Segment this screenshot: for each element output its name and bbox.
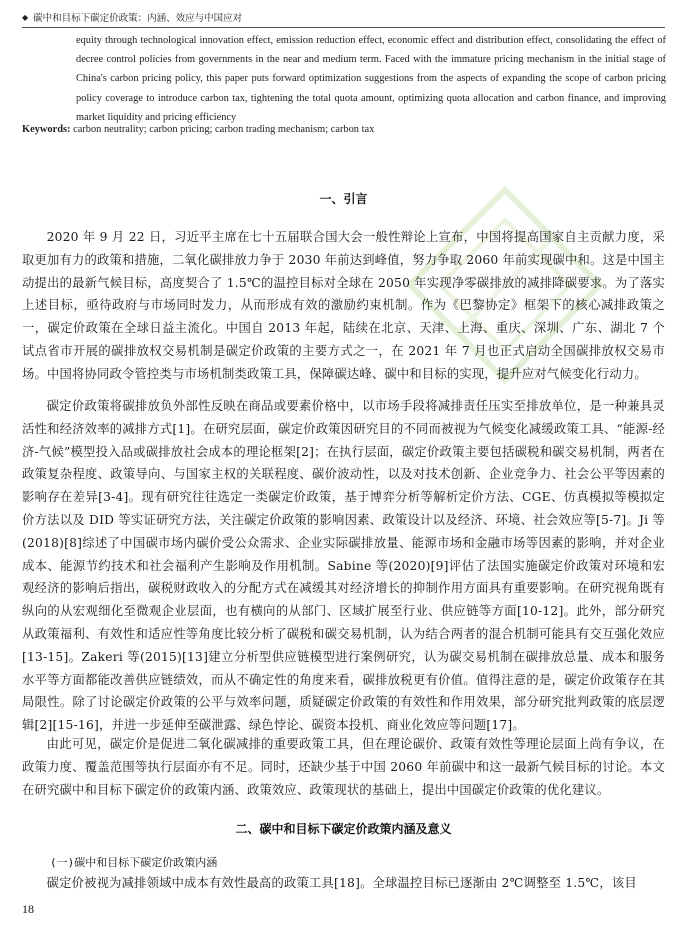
intro-paragraph-2: 碳定价政策将碳排放负外部性反映在商品或要素价格中，以市场手段将减排责任压实至排放单位，是一种兼具灵活性和经济效率的减排方式[1]。在研究层面，碳定价政策因研究目的不同而被视为气候变化减缓政策工具、“能源-经济-气候”模型投入品或碳排放社会成本的理论框架[2]；在执行层面，碳定价政策主要包括碳税和碳交易机制，两者在政策复杂程度、政策导向、与国家主权的关联程度、碳价波动性，以及对技术创新、企业竞争力、社会公平等因素的影响存在差异[3-4]。现有研究往往选定一类碳定价政策，基于博弈分析等解析定价方法、CGE、仿真模拟等模拟定价方法以及 DID 等实证研究方法，关注碳定价政策的影响因素、政策设计以及经济、环境、社会效应等[5-7]。Ji 等(2018)[8]综述了中国碳市场内碳价受公众需求、企业实际碳排放量、能源市场和金融市场等因素的影响，并对企业成本、能源节约技术和社会福利产生影响及作用机制。Sabine 等(2020)[9]评估了法国实施碳定价政策对环境和宏观经济的影响后指出，碳税财政收入的分配方式在减缓其对经济增长的抑制作用方面具有重要影响。在研究视角既有纵向的从宏观细化至微观企业层面，也有横向的从部门、区域扩展至行业、供应链等方面[10-12]。此外，部分研究从政策福利、有效性和适应性等角度比较分析了碳税和碳交易机制，认为结合两者的混合机制可能具有交互强化效应[13-15]。Zakeri 等(2015)[13]建立分析型供应链模型进行案例研究，认为碳交易机制在碳排放总量、成本和服务水平等方面都能改善供应链绩效，而从不确定性的角度来看，碳排放税更有价值。值得注意的是，碳定价政策存在其局限性。除了讨论碳定价政策的公平与效率问题，质疑碳定价政策的有效性和作用效果，部分研究批判政策的底层逻辑[2][15-16]，并进一步延伸至碳泄露、绿色悖论、碳资本投机、商业化效应等问题[17]。 [22, 399, 665, 733]
running-header [22, 10, 665, 24]
intro-paragraph-3: 由此可见，碳定价是促进二氧化碳减排的重要政策工具，但在理论碳价、政策有效性等理论层面上尚有争议，在政策力度、覆盖范围等执行层面亦有不足。同时，还缺少基于中国 2060 年前碳中和这一最新气候目标的讨论。本文在研究碳中和目标下碳定价的政策内涵、政策效应、政策现状的基础上，提出中国碳定价政策的优化建议。 [22, 737, 665, 797]
keywords-label: Keywords: [22, 124, 71, 135]
subsection-title: (一)碳中和目标下碳定价政策内涵 [50, 856, 218, 869]
running-title: 碳中和目标下碳定价政策：内涵、效应与中国应对 [33, 13, 243, 24]
page-number: 18 [22, 902, 34, 916]
keywords-line [22, 124, 662, 135]
keywords-text: carbon neutrality; carbon pricing; carbon trading mechanism; carbon tax [70, 124, 375, 135]
intro-paragraph-1: 2020 年 9 月 22 日，习近平主席在七十五届联合国大会一般性辩论上宣布，中国将提高国家自主贡献力度，采取更加有力的政策和措施，二氧化碳排放力争于 2030 年前达到峰值，努力争取 2060 年前实现碳中和。这是中国主动提出的最新气候目标，高度契合了 1.5℃的温控目标对全球在 2050 年实现净零碳排放的减排降碳要求。为了落实上述目标，亟待政府与市场同时发力，从而形成有效的激励约束机制。作为《巴黎协定》框架下的核心减排政策之一，碳定价政策在全球日益主流化。中国自 2013 年起，陆续在北京、天津、上海、重庆、深圳、广东、湖北 7 个试点省市开展的碳排放权交易机制是碳定价政策的主要方式之一，在 2021 年 7 月也正式启动全国碳排放权交易市场。中国将协同政令管控类与市场机制类政策工具，保障碳达峰、碳中和目标的实现，提升应对气候变化行动力。 [22, 230, 665, 381]
diamond-icon: ◆ [22, 12, 29, 22]
abstract-tail: equity through technological innovation effect, emission reduction effect, economic effect and distribution effect, consolidating the effect of decree control policies from governments in the near and medium term. Faced with the immature pricing mechanism in the initial stage of China's carbon pricing policy, this paper puts forward optimization suggestions from the aspects of expanding the scope of carbon pricing policy coverage to introduce carbon tax, tightening the total quota amount, optimizing quota allocation and carbon finance, and improving market liquidity and pricing efficiency [76, 35, 666, 123]
section-2-title: 二、碳中和目标下碳定价政策内涵及意义 [235, 822, 452, 836]
section-1-title: 一、引言 [319, 192, 368, 206]
section-2-paragraph: 碳定价被视为减排领域中成本有效性最高的政策工具[18]。全球温控目标已逐渐由 2℃调整至 1.5℃，该目 [46, 876, 637, 890]
header-rule [22, 27, 665, 28]
